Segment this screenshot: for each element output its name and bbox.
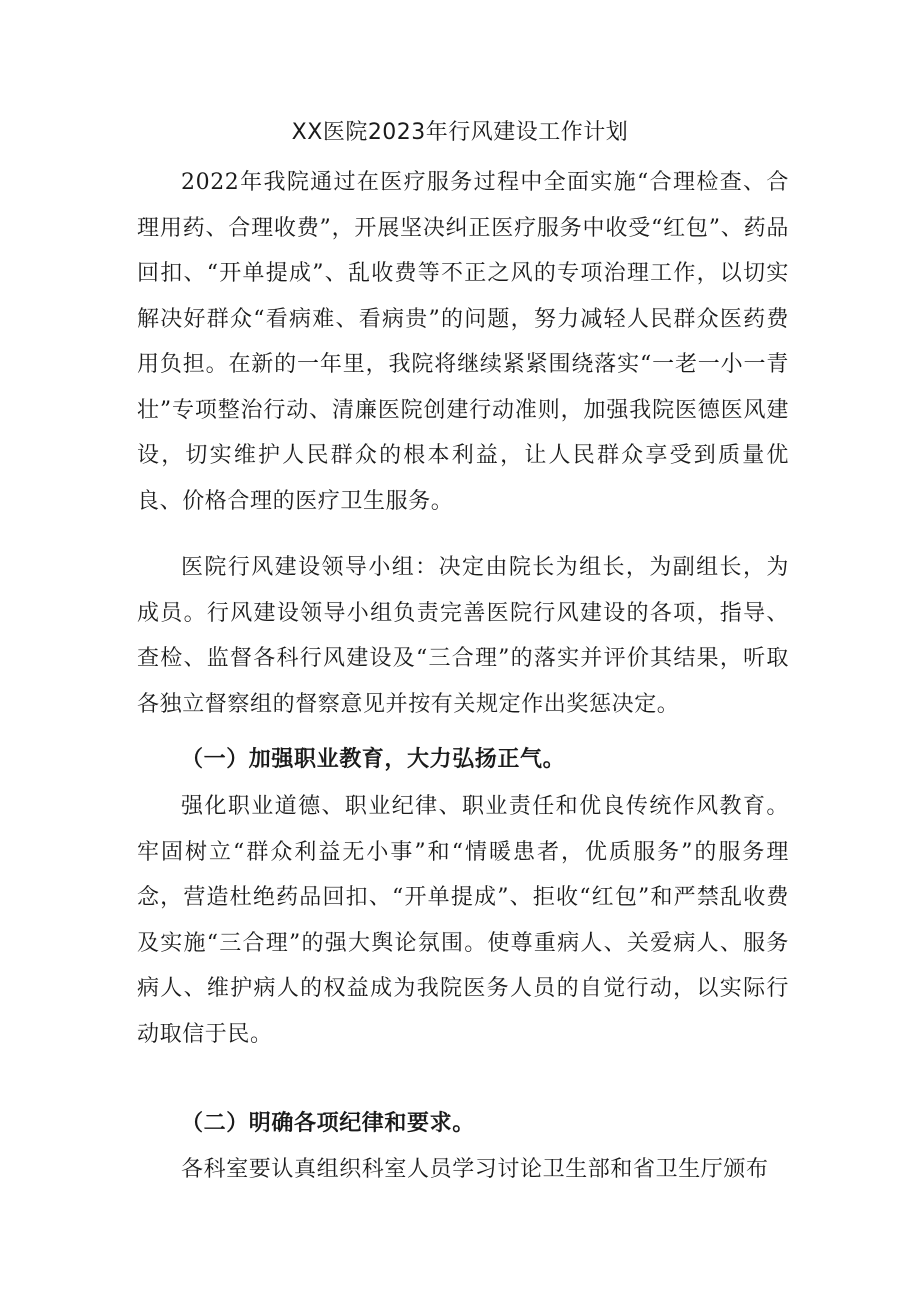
section-1-paragraph: 强化职业道德、职业纪律、职业责任和优良传统作风教育。牢固树立“群众利益无小事”和“情暖患者，优质服务”的服务理念，营造杜绝药品回扣、“开单提成”、拒收“红包”和严禁乱收费及实施“三合理”的强大舆论氛围。使尊重病人、关爱病人、服务病人、维护病人的权益成为我院医务人员的自觉行动，以实际行动取信于民。 [137, 794, 789, 1047]
document-title: XX医院2023年行风建设工作计划 [291, 120, 629, 145]
section-2-paragraph: 各科室要认真组织科室人员学习讨论卫生部和省卫生厅颁布 [181, 1157, 769, 1182]
section-2-heading: （二）明确各项纪律和要求。 [181, 1111, 475, 1136]
section-1-heading: （一）加强职业教育，大力弘扬正气。 [181, 747, 566, 772]
leadership-paragraph: 医院行风建设领导小组：决定由院长为组长，为副组长，为成员。行风建设领导小组负责完善医院行风建设的各项，指导、查检、监督各科行风建设及“三合理”的落实并评价其结果，听取各独立督察组的督察意见并按有关规定作出奖惩决定。 [137, 555, 789, 717]
intro-paragraph: 2022年我院通过在医疗服务过程中全面实施“合理检查、合理用药、合理收费”，开展坚决纠正医疗服务中收受“红包”、药品回扣、“开单提成”、乱收费等不正之风的专项治理工作，以切实解决好群众“看病难、看病贵”的问题，努力减轻人民群众医药费用负担。在新的一年里，我院将继续紧紧围绕落实“一老一小一青壮”专项整治行动、清廉医院创建行动准则，加强我院医德医风建设，切实维护人民群众的根本利益，让人民群众享受到质量优良、价格合理的医疗卫生服务。 [137, 170, 789, 514]
